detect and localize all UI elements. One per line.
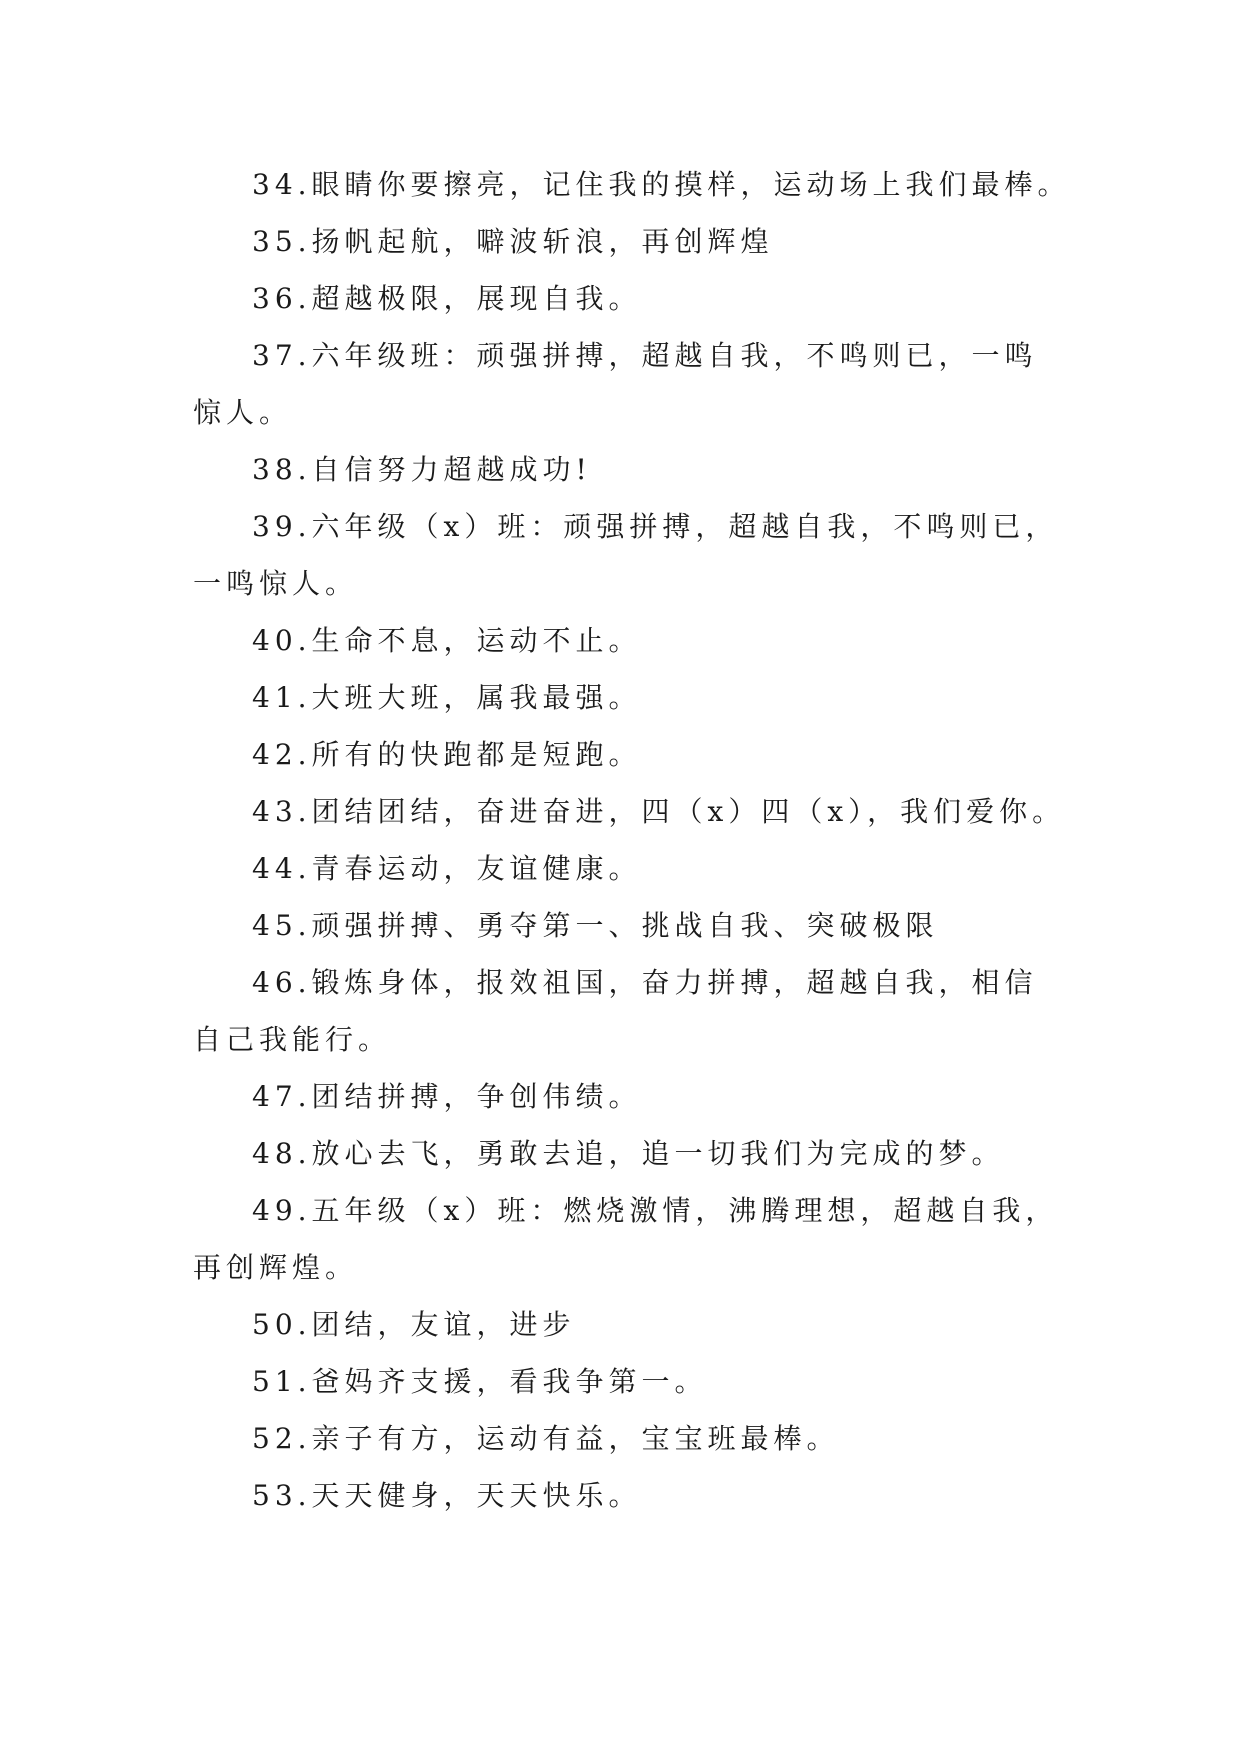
- slogan-line-51: 51.爸妈齐支援，看我争第一。: [252, 1365, 708, 1398]
- slogan-line-41: 41.大班大班，属我最强。: [252, 681, 642, 714]
- slogan-line-35: 35.扬帆起航，噼波斩浪，再创辉煌: [252, 225, 774, 258]
- slogan-line-44: 44.青春运动，友谊健康。: [252, 852, 642, 885]
- slogan-line-49: 49.五年级（x）班：燃烧激情，沸腾理想，超越自我，: [252, 1194, 1059, 1227]
- slogan-line-43: 43.团结团结，奋进奋进，四（x）四（x），我们爱你。: [252, 795, 1066, 828]
- slogan-line-39: 39.六年级（x）班：顽强拼搏，超越自我，不鸣则已，: [252, 510, 1059, 543]
- slogan-line-48: 48.放心去飞，勇敢去追，追一切我们为完成的梦。: [252, 1137, 1005, 1170]
- slogan-line-37-continued: 惊人。: [193, 396, 293, 429]
- slogan-line-37: 37.六年级班：顽强拼搏，超越自我，不鸣则已，一鸣: [252, 339, 1038, 372]
- slogan-line-34: 34.眼睛你要擦亮，记住我的摸样，运动场上我们最棒。: [252, 168, 1071, 201]
- slogan-line-38: 38.自信努力超越成功!: [252, 453, 592, 486]
- slogan-line-45: 45.顽强拼搏、勇夺第一、挑战自我、突破极限: [252, 909, 939, 942]
- slogan-line-46: 46.锻炼身体，报效祖国，奋力拼搏，超越自我，相信: [252, 966, 1038, 999]
- slogan-line-49-continued: 再创辉煌。: [193, 1251, 359, 1284]
- slogan-line-46-continued: 自己我能行。: [193, 1023, 392, 1056]
- slogan-line-52: 52.亲子有方，运动有益，宝宝班最棒。: [252, 1422, 840, 1455]
- slogan-line-50: 50.团结，友谊，进步: [252, 1308, 576, 1341]
- slogan-line-40: 40.生命不息，运动不止。: [252, 624, 642, 657]
- slogan-line-47: 47.团结拼搏，争创伟绩。: [252, 1080, 642, 1113]
- slogan-line-42: 42.所有的快跑都是短跑。: [252, 738, 642, 771]
- slogan-line-39-continued: 一鸣惊人。: [193, 567, 359, 600]
- slogan-line-36: 36.超越极限，展现自我。: [252, 282, 642, 315]
- slogan-line-53: 53.天天健身，天天快乐。: [252, 1479, 642, 1512]
